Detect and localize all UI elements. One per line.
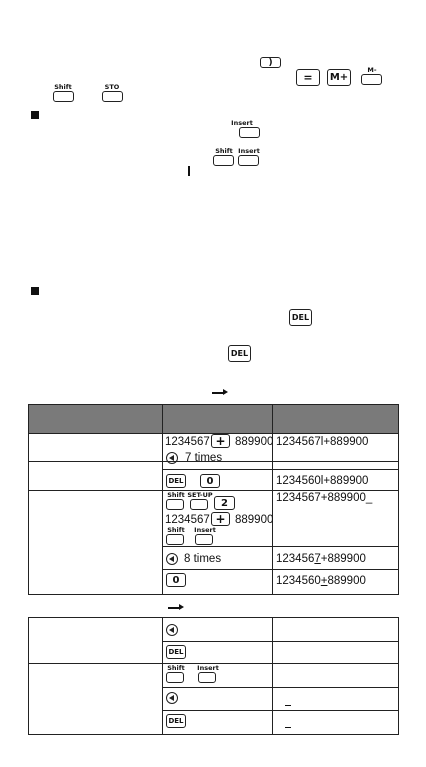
zero-key: 0 bbox=[200, 474, 220, 488]
shift-key bbox=[53, 91, 74, 102]
del-key: DEL bbox=[289, 309, 312, 326]
display-value: 1234560l+889900 bbox=[276, 475, 369, 487]
arrow-icon bbox=[212, 392, 224, 394]
insert-key-3 bbox=[195, 534, 213, 545]
display-value: 1234567l+889900 bbox=[276, 436, 369, 448]
cursor-underscore bbox=[285, 705, 291, 706]
left-arrow-key-icon bbox=[166, 692, 178, 704]
shift-key-4 bbox=[166, 534, 184, 545]
shift-label-4: Shift bbox=[167, 526, 185, 534]
shift-label-5: Shift bbox=[167, 664, 185, 672]
display-value: 1234567+889900 bbox=[276, 553, 366, 565]
setup-label: SET-UP bbox=[187, 491, 213, 499]
setup-key bbox=[190, 499, 208, 510]
insert-label: Insert bbox=[231, 119, 253, 127]
display-value: 1234567+889900_ bbox=[276, 492, 373, 504]
shift-label: Shift bbox=[54, 83, 72, 91]
left-arrow-key-icon bbox=[166, 553, 178, 565]
insert-label-4: Insert bbox=[197, 664, 219, 672]
shift-label-2: Shift bbox=[215, 147, 233, 155]
zero-key-2: 0 bbox=[166, 573, 186, 587]
table-header bbox=[29, 405, 398, 434]
insert-key-4 bbox=[198, 672, 216, 683]
two-key: 2 bbox=[214, 496, 235, 510]
insert-key bbox=[239, 127, 260, 138]
arrow-icon-2 bbox=[168, 607, 180, 609]
m-minus-key bbox=[361, 74, 382, 85]
repeat-count: 8 times bbox=[184, 553, 222, 565]
input-number: 1234567 bbox=[165, 514, 210, 526]
section-bullet-2 bbox=[31, 287, 39, 295]
shift-label-3: Shift bbox=[167, 491, 185, 499]
input-number-b: 889900 bbox=[235, 514, 274, 526]
left-arrow-key-icon bbox=[166, 452, 178, 464]
shift-key-2 bbox=[213, 155, 234, 166]
shift-key-5 bbox=[166, 672, 184, 683]
sto-key bbox=[102, 91, 123, 102]
insert-label-2: Insert bbox=[238, 147, 260, 155]
plus-key-2: + bbox=[211, 512, 230, 526]
insert-cursor-icon bbox=[188, 166, 190, 176]
plus-key: + bbox=[211, 434, 230, 448]
display-value: 1234560+889900 bbox=[276, 575, 366, 587]
shift-key-3 bbox=[166, 499, 184, 510]
input-number: 1234567 bbox=[165, 436, 210, 448]
left-arrow-key-icon bbox=[166, 624, 178, 636]
m-plus-key: M+ bbox=[327, 69, 351, 86]
equals-key: = bbox=[296, 69, 320, 86]
del-key-3: DEL bbox=[166, 474, 186, 488]
rparen-key: ) bbox=[260, 57, 281, 68]
del-key-4: DEL bbox=[166, 645, 186, 659]
insert-label-3: Insert bbox=[194, 526, 216, 534]
del-key-2: DEL bbox=[228, 345, 251, 362]
input-number-b: 889900 bbox=[235, 436, 274, 448]
repeat-count: 7 times bbox=[185, 452, 223, 464]
cursor-underscore bbox=[285, 727, 291, 728]
sto-label: STO bbox=[104, 83, 120, 91]
del-key-5: DEL bbox=[166, 714, 186, 728]
m-minus-label: M- bbox=[367, 66, 377, 74]
section-bullet bbox=[31, 111, 39, 119]
insert-key-2 bbox=[238, 155, 259, 166]
